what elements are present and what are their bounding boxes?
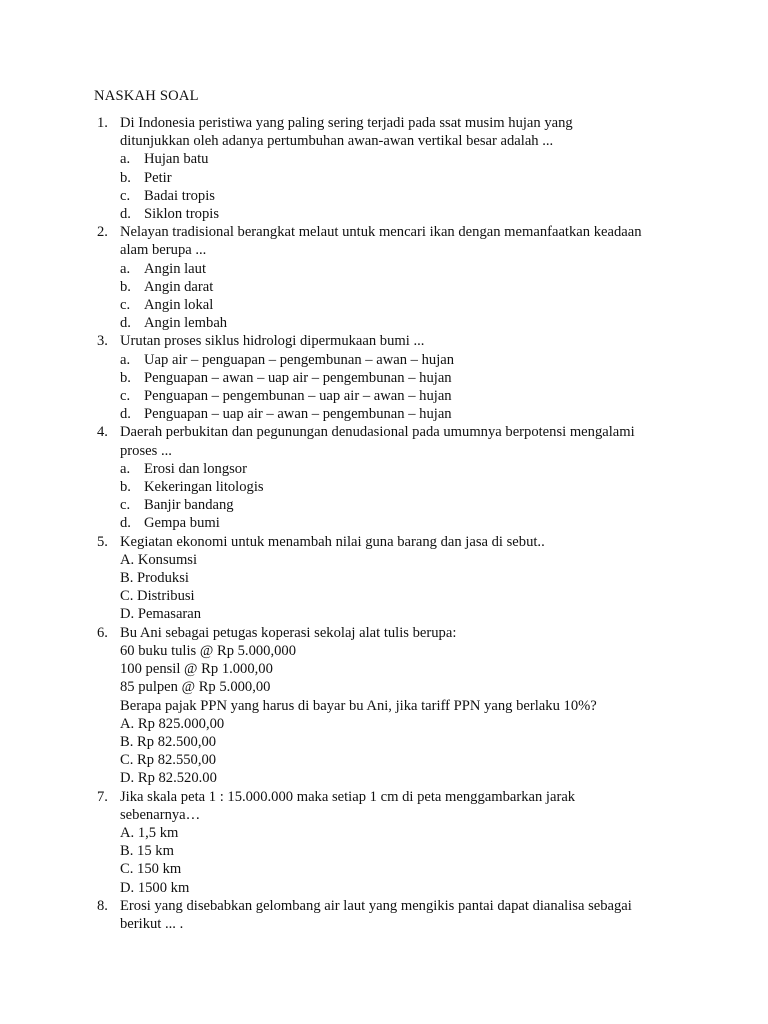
question-text: Kegiatan ekonomi untuk menambah nilai guna barang dan jasa di sebut.. — [120, 533, 545, 550]
option-letter: b. — [120, 479, 131, 496]
option-text: Angin lokal — [144, 297, 214, 314]
option-text: Kekeringan litologis — [144, 479, 264, 496]
question-line: A. Konsumsi — [120, 551, 198, 568]
answer-option — [120, 150, 714, 168]
option-letter: c. — [120, 388, 131, 405]
question-line: 60 buku tulis @ Rp 5.000,000 — [120, 642, 297, 659]
question-number: 4. — [97, 424, 108, 441]
question-line: D. Rp 82.520.00 — [120, 770, 217, 787]
option-letter: c. — [120, 497, 131, 514]
option-letter: b. — [120, 369, 131, 386]
answer-option — [120, 514, 714, 532]
question-line: D. Pemasaran — [120, 606, 202, 623]
question-text: Bu Ani sebagai petugas koperasi sekolaj alat tulis berupa: — [120, 624, 457, 641]
option-text: Penguapan – pengembunan – uap air – awan – hujan — [144, 388, 452, 405]
option-text: Angin lembah — [144, 315, 228, 332]
option-letter: a. — [120, 260, 131, 277]
answer-option — [120, 369, 714, 387]
option-text: Angin laut — [144, 260, 207, 277]
question-item — [94, 114, 714, 223]
question-item — [94, 788, 714, 897]
question-text: Nelayan tradisional berangkat melaut untuk mencari ikan dengan memanfaatkan keadaan — [120, 224, 642, 241]
question-list — [94, 114, 714, 933]
question-text: Jika skala peta 1 : 15.000.000 maka setiap 1 cm di peta menggambarkan jarak — [120, 788, 576, 805]
answer-option — [120, 296, 714, 314]
question-text: Di Indonesia peristiwa yang paling sering terjadi pada ssat musim hujan yang — [120, 115, 573, 131]
question-line: C. Rp 82.550,00 — [120, 752, 217, 769]
question-line: 100 pensil @ Rp 1.000,00 — [120, 661, 273, 678]
answer-option — [120, 314, 714, 332]
option-letter: d. — [120, 515, 131, 532]
answer-option — [120, 478, 714, 496]
question-item — [94, 897, 714, 933]
option-letter: b. — [120, 278, 131, 295]
option-letter: d. — [120, 315, 131, 332]
question-number: 7. — [97, 788, 108, 805]
option-text: Penguapan – uap air – awan – pengembunan – hujan — [144, 406, 452, 423]
question-line: A. Rp 825.000,00 — [120, 715, 225, 732]
option-letter: d. — [120, 406, 131, 423]
question-line: D. 1500 km — [120, 879, 190, 896]
option-text: Angin darat — [144, 278, 214, 295]
option-text: Erosi dan longsor — [144, 460, 247, 477]
answer-option — [120, 278, 714, 296]
question-line: Berapa pajak PPN yang harus di bayar bu Ani, jika tariff PPN yang berlaku 10%? — [120, 697, 597, 714]
question-item — [94, 332, 714, 423]
answer-option — [120, 460, 714, 478]
option-text: Hujan batu — [144, 151, 209, 168]
answer-option — [120, 405, 714, 423]
answer-option — [120, 260, 714, 278]
question-item — [94, 624, 714, 788]
question-text: sebenarnya… — [120, 806, 201, 823]
option-text: Penguapan – awan – uap air – pengembunan – hujan — [144, 369, 452, 386]
option-text: Banjir bandang — [144, 497, 234, 514]
question-line: C. Distribusi — [120, 588, 195, 605]
option-letter: a. — [120, 151, 131, 168]
question-number: 5. — [97, 533, 108, 550]
question-line: A. 1,5 km — [120, 824, 179, 841]
question-item — [94, 223, 714, 332]
option-text: Siklon tropis — [144, 206, 220, 223]
question-line: C. 150 km — [120, 861, 182, 878]
question-text: berikut ... . — [120, 915, 184, 932]
option-text: Badai tropis — [144, 187, 215, 204]
question-line: B. Produksi — [120, 570, 189, 587]
question-text: Daerah perbukitan dan pegunungan denudasional pada umumnya berpotensi mengalami — [120, 424, 635, 441]
answer-option — [120, 387, 714, 405]
option-letter: b. — [120, 169, 131, 186]
question-item — [94, 423, 714, 532]
question-line: B. 15 km — [120, 843, 174, 860]
question-text: proses ... — [120, 442, 172, 459]
question-number: 3. — [97, 333, 108, 350]
option-letter: a. — [120, 460, 131, 477]
option-text: Gempa bumi — [144, 515, 220, 532]
answer-option — [120, 187, 714, 205]
answer-option — [120, 205, 714, 223]
document-title: NASKAH SOAL — [94, 88, 199, 104]
question-text: ditunjukkan oleh adanya pertumbuhan awan-awan vertikal besar adalah ... — [120, 133, 554, 150]
question-text: Urutan proses siklus hidrologi dipermukaan bumi ... — [120, 333, 425, 350]
option-letter: a. — [120, 351, 131, 368]
question-text: alam berupa ... — [120, 242, 207, 259]
answer-option — [120, 496, 714, 514]
question-number: 1. — [97, 115, 108, 131]
question-item — [94, 533, 714, 624]
option-letter: c. — [120, 187, 131, 204]
question-number: 2. — [97, 224, 108, 241]
question-text: Erosi yang disebabkan gelombang air laut yang mengikis pantai dapat dianalisa sebagai — [120, 897, 632, 914]
question-line: 85 pulpen @ Rp 5.000,00 — [120, 679, 271, 696]
option-text: Petir — [144, 169, 172, 186]
answer-option — [120, 169, 714, 187]
answer-option — [120, 351, 714, 369]
option-text: Uap air – penguapan – pengembunan – awan – hujan — [144, 351, 455, 368]
question-line: B. Rp 82.500,00 — [120, 733, 217, 750]
question-number: 8. — [97, 897, 108, 914]
option-letter: c. — [120, 297, 131, 314]
question-number: 6. — [97, 624, 108, 641]
option-letter: d. — [120, 206, 131, 223]
